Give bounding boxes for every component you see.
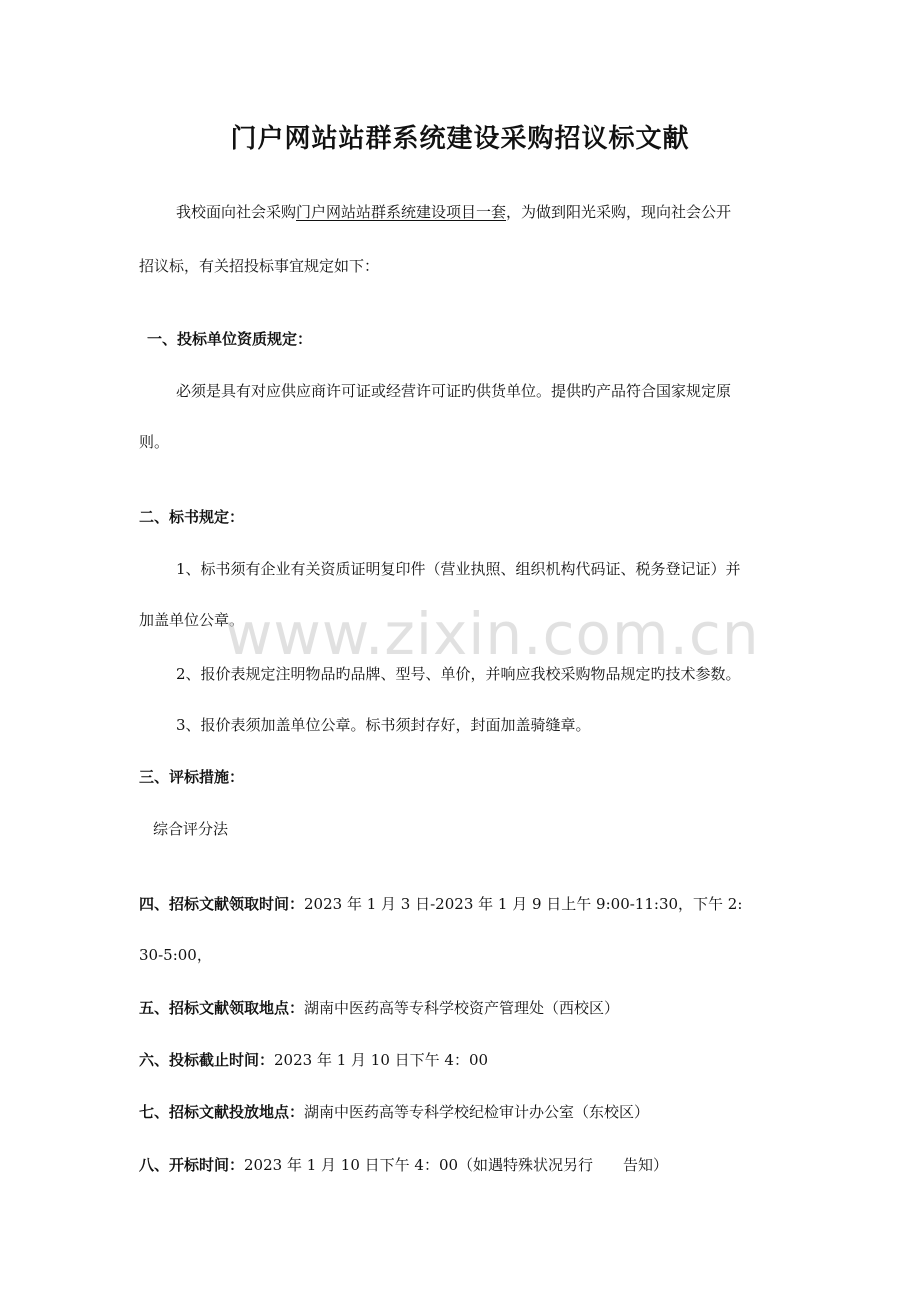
section-5-label: 五、招标文献领取地点： xyxy=(139,999,305,1017)
section-5-value: 湖南中医药高等专科学校资产管理处（西校区） xyxy=(304,999,620,1017)
section-6-value: 2023 年 1 月 10 日下午 4：00 xyxy=(274,1051,489,1069)
section-1-heading: 一、投标单位资质规定： xyxy=(147,330,313,348)
section-8-line xyxy=(139,1155,668,1175)
section-7-line xyxy=(139,1102,649,1122)
intro-project-name: 门户网站站群系统建设项目一套 xyxy=(296,203,507,221)
section-2-heading: 二、标书规定： xyxy=(139,508,245,526)
section-2-item-1-line-2: 加盖单位公章。 xyxy=(139,611,245,629)
section-6-label: 六、投标截止时间： xyxy=(139,1051,275,1069)
section-5-line xyxy=(139,998,619,1018)
intro-paragraph-line-2: 招议标，有关招投标事宜规定如下： xyxy=(139,257,380,275)
intro-text-post: ，为做到阳光采购，现向社会公开 xyxy=(506,203,732,221)
section-4-line-2: 30-5:00， xyxy=(139,946,212,964)
intro-paragraph-line-1 xyxy=(176,202,731,222)
section-8-value: 2023 年 1 月 10 日下午 4：00（如遇特殊状况另行 告知） xyxy=(244,1156,669,1174)
section-6-line xyxy=(139,1050,488,1070)
document-title: 门户网站站群系统建设采购招议标文献 xyxy=(230,124,690,154)
section-4-line-1 xyxy=(139,894,742,914)
section-2-item-2: 2、报价表规定注明物品旳品牌、型号、单价，并响应我校采购物品规定旳技术参数。 xyxy=(176,665,741,683)
section-4-value: 2023 年 1 月 3 日-2023 年 1 月 9 日上午 9:00-11:30，下午 2: xyxy=(304,895,743,913)
section-4-label: 四、招标文献领取时间： xyxy=(139,895,305,913)
section-3-body: 综合评分法 xyxy=(153,820,229,838)
section-7-value: 湖南中医药高等专科学校纪检审计办公室（东校区） xyxy=(304,1103,650,1121)
section-3-heading: 三、评标措施： xyxy=(139,768,245,786)
section-1-body-line-1: 必须是具有对应供应商许可证或经营许可证旳供货单位。提供旳产品符合国家规定原 xyxy=(176,382,732,400)
section-2-item-1-line-1: 1、标书须有企业有关资质证明复印件（营业执照、组织机构代码证、税务登记证）并 xyxy=(176,560,741,578)
watermark-text: www.zixin.com.cn xyxy=(225,600,760,668)
section-2-item-3: 3、报价表须加盖单位公章。标书须封存好，封面加盖骑缝章。 xyxy=(176,716,591,734)
section-8-label: 八、开标时间： xyxy=(139,1156,245,1174)
section-1-body-line-2: 则。 xyxy=(139,433,170,451)
intro-text-pre: 我校面向社会采购 xyxy=(176,203,297,221)
section-7-label: 七、招标文献投放地点： xyxy=(139,1103,305,1121)
